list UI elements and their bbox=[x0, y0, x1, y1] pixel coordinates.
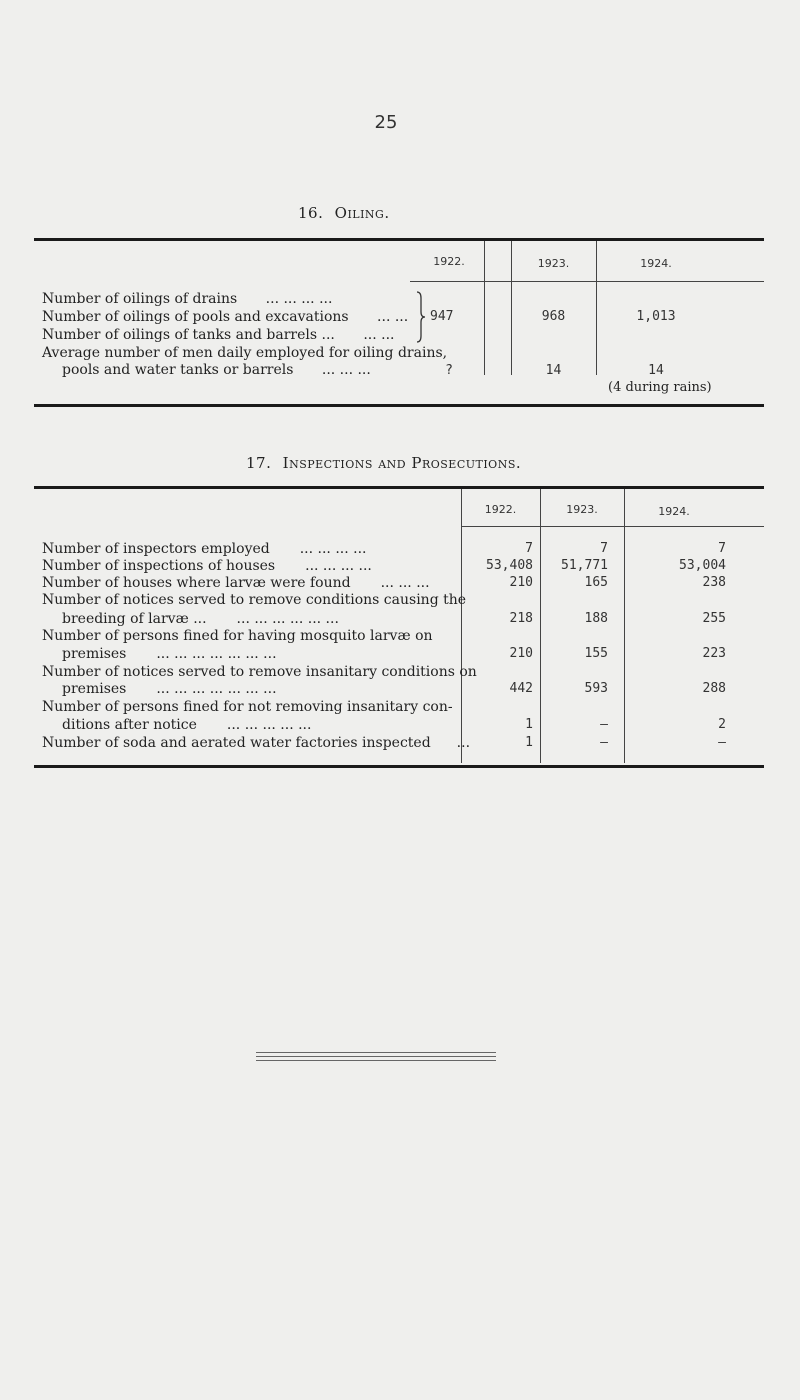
section-16-heading bbox=[298, 204, 390, 222]
row-label: ditions after notice bbox=[62, 717, 197, 733]
row-value-1922: 442 bbox=[509, 681, 533, 696]
page-number: 25 bbox=[374, 112, 398, 133]
row-leader: ... ... ... ... bbox=[305, 558, 372, 574]
oiling-row-label: Number of oilings of drains bbox=[42, 291, 238, 307]
row-leader: ... ... ... ... ... ... ... bbox=[156, 646, 277, 662]
row-value-1923: 51,771 bbox=[561, 558, 608, 573]
inspections-header-1923: 1923. bbox=[566, 503, 598, 516]
inspections-header-rule bbox=[461, 526, 764, 527]
row-value-1923: — bbox=[600, 735, 608, 750]
grouping-brace bbox=[414, 290, 428, 344]
row-value-1924: 238 bbox=[702, 575, 726, 590]
row-value-1924: 7 bbox=[718, 541, 726, 556]
footer-rule bbox=[256, 1052, 496, 1053]
inspection-row bbox=[42, 558, 372, 574]
inspection-row bbox=[42, 664, 477, 680]
oilings-1924: 1,013 bbox=[636, 309, 676, 324]
oiling-bottom-rule bbox=[34, 404, 764, 407]
row-value-1923: 188 bbox=[584, 611, 608, 626]
row-value-1923: 593 bbox=[584, 681, 608, 696]
row-label: Number of inspectors employed bbox=[42, 541, 270, 557]
inspections-top-rule bbox=[34, 486, 764, 489]
row-label: Number of persons fined for having mosquito larvæ on bbox=[42, 628, 433, 644]
row-leader: ... ... ... ... ... ... bbox=[236, 611, 339, 627]
inspection-row bbox=[42, 699, 453, 715]
row-leader: ... ... ... ... bbox=[299, 541, 367, 557]
row-value-1922: 1 bbox=[525, 735, 533, 750]
oiling-row-leader: ... ... ... bbox=[321, 362, 371, 378]
row-label: Number of soda and aerated water factories inspected bbox=[42, 735, 431, 751]
oiling-row-leader: ... ... bbox=[377, 309, 409, 325]
oiling-row-pools bbox=[42, 309, 408, 325]
oiling-header-1923: 1923. bbox=[537, 257, 570, 270]
oilings-1922: 947 bbox=[430, 309, 454, 324]
row-label: premises bbox=[62, 681, 127, 697]
row-label: Number of persons fined for not removing insanitary con- bbox=[42, 699, 453, 715]
row-value-1924: 288 bbox=[702, 681, 726, 696]
row-label: Number of notices served to remove conditions causing the bbox=[42, 592, 467, 608]
section-17-title: Inspections and Prosecutions. bbox=[282, 454, 522, 472]
oiling-header-1922: 1922. bbox=[433, 255, 465, 268]
row-leader: ... ... ... ... ... ... ... bbox=[156, 681, 277, 697]
oiling-row-drains bbox=[42, 291, 332, 307]
oiling-row-label: Average number of men daily employed for oiling drains, bbox=[42, 345, 448, 361]
men-1922: ? bbox=[445, 363, 453, 378]
oiling-header-rule bbox=[410, 281, 764, 282]
row-value-1924: 2 bbox=[718, 717, 726, 732]
inspection-row bbox=[62, 646, 277, 662]
row-leader: ... bbox=[456, 735, 471, 751]
row-label: Number of houses where larvæ were found bbox=[42, 575, 351, 591]
row-value-1924: 53,004 bbox=[679, 558, 726, 573]
men-1924: 14 bbox=[648, 363, 664, 378]
row-label: premises bbox=[62, 646, 127, 662]
inspection-row bbox=[62, 717, 311, 733]
men-1924-note: (4 during rains) bbox=[608, 380, 712, 395]
inspection-row bbox=[42, 628, 433, 644]
inspection-row bbox=[42, 575, 430, 591]
row-label: Number of notices served to remove insanitary conditions on bbox=[42, 664, 477, 680]
section-16-title: Oiling. bbox=[334, 204, 390, 222]
inspection-row bbox=[42, 592, 466, 608]
inspections-header-1924: 1924. bbox=[658, 505, 690, 518]
row-value-1923: 165 bbox=[584, 575, 608, 590]
men-1923: 14 bbox=[545, 363, 562, 378]
row-value-1922: 1 bbox=[525, 717, 533, 732]
inspections-bottom-rule bbox=[34, 765, 764, 768]
inspection-row bbox=[62, 681, 277, 697]
oiling-top-rule bbox=[34, 238, 764, 241]
row-value-1922: 210 bbox=[509, 575, 533, 590]
oiling-row-tanks bbox=[42, 327, 394, 343]
oiling-row-label: pools and water tanks or barrels bbox=[62, 362, 294, 378]
row-value-1922: 7 bbox=[525, 541, 533, 556]
footer-rule bbox=[256, 1060, 496, 1061]
row-value-1923: 155 bbox=[584, 646, 608, 661]
row-value-1924: 223 bbox=[702, 646, 726, 661]
oiling-row-men bbox=[42, 345, 447, 361]
section-17-number: 17. bbox=[246, 454, 272, 472]
inspection-row bbox=[62, 611, 339, 627]
oiling-row-leader: ... ... ... ... bbox=[265, 291, 333, 307]
inspections-header-1922: 1922. bbox=[484, 503, 517, 516]
oiling-col-divider-1 bbox=[484, 241, 485, 375]
section-17-heading bbox=[246, 454, 521, 472]
row-value-1922: 210 bbox=[509, 646, 533, 661]
oiling-row-leader: ... ... bbox=[363, 327, 395, 343]
row-value-1923: — bbox=[600, 717, 608, 732]
row-value-1924: — bbox=[718, 735, 726, 750]
row-leader: ... ... ... ... ... bbox=[226, 717, 312, 733]
row-value-1922: 218 bbox=[509, 611, 533, 626]
oiling-row-men-cont bbox=[62, 362, 371, 378]
oiling-row-label: Number of oilings of pools and excavations bbox=[42, 309, 349, 325]
inspection-row bbox=[42, 541, 367, 557]
oilings-1923: 968 bbox=[541, 309, 566, 324]
row-label: breeding of larvæ ... bbox=[62, 611, 207, 627]
row-label: Number of inspections of houses bbox=[42, 558, 276, 574]
row-value-1923: 7 bbox=[600, 541, 608, 556]
section-16-number: 16. bbox=[298, 204, 324, 222]
oiling-header-1924: 1924. bbox=[640, 257, 672, 270]
inspection-row bbox=[42, 735, 470, 751]
oiling-row-label: Number of oilings of tanks and barrels ... bbox=[42, 327, 335, 343]
row-leader: ... ... ... bbox=[380, 575, 430, 591]
row-value-1924: 255 bbox=[702, 611, 726, 626]
row-value-1922: 53,408 bbox=[486, 558, 533, 573]
footer-rule bbox=[256, 1056, 496, 1057]
